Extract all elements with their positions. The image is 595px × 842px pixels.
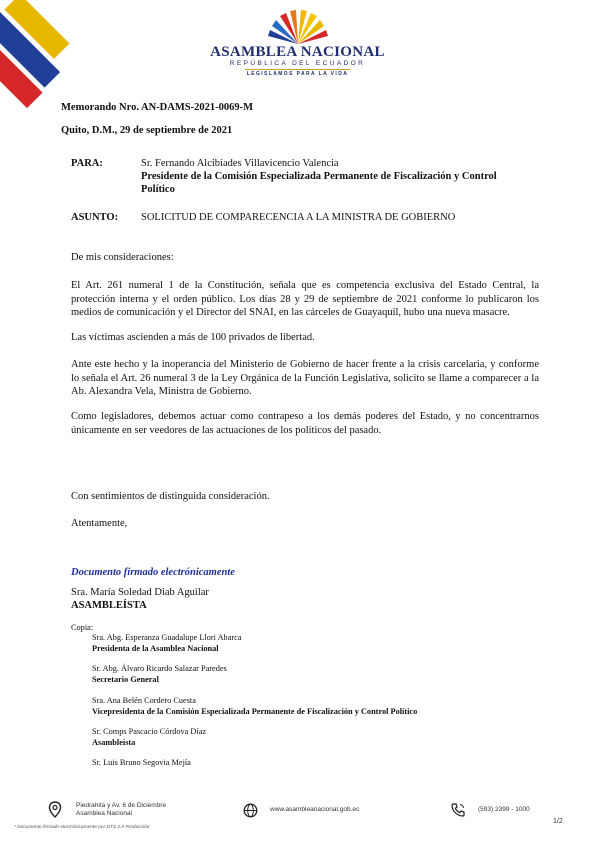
- regards-line: Atentamente,: [71, 518, 128, 529]
- copy-role: Vicepresidenta de la Comisión Especializada Permanente de Fiscalización y Control Político: [92, 707, 418, 716]
- asamblea-logo-emblem: [262, 8, 334, 46]
- copy-role: Presidenta de la Asamblea Nacional: [92, 644, 219, 653]
- subject-label: ASUNTO:: [71, 212, 119, 223]
- paragraph-1: El Art. 261 numeral 1 de la Constitución, señala que es competencia exclusiva del Estado Central, la protección interna y el orden público. Los días 28 y 29 de septiembre de 2021 conforme lo publicaron los medios de comunicación y el Director del SNAI, en las cárceles de Guayaquil, hubo una nueva masacre.: [71, 280, 539, 318]
- copy-name: Sr. Luis Bruno Segovia Mejía: [92, 758, 191, 767]
- memo-number: Memorando Nro. AN-DAMS-2021-0069-M: [61, 102, 253, 113]
- page-number: 1/2: [553, 818, 563, 825]
- signer-name: Sra. María Soledad Diab Aguilar: [71, 587, 209, 598]
- logo-divider: [245, 69, 350, 70]
- place-date: Quito, D.M., 29 de septiembre de 2021: [61, 125, 233, 136]
- copy-name: Sr. Abg. Álvaro Ricardo Salazar Paredes: [92, 664, 227, 673]
- to-label: PARA:: [71, 158, 103, 169]
- location-pin-icon: [48, 801, 62, 819]
- paragraph-3: Ante este hecho y la inoperancia del Ministerio de Gobierno de hacer frente a la crisis carcelaria, y conforme lo señala el Art. 26 numeral 3 de la Ley Orgánica de la Función Legislativa, solicito se llame a comparecer a la Ab. Alexandra Vela, Ministra de Gobierno.: [71, 359, 539, 397]
- org-tagline: LEGISLAMOS PARA LA VIDA: [246, 71, 349, 77]
- footer-address-line1: Piedrahita y Av. 6 de Diciembre: [76, 802, 167, 809]
- copy-name: Sr. Comps Pascacio Córdova Díaz: [92, 727, 207, 736]
- e-signed-note: Documento firmado electrónicamente: [71, 567, 235, 578]
- closing-line: Con sentimientos de distinguida consideración.: [71, 491, 270, 502]
- footer-phone: (593) 2399 - 1000: [478, 806, 530, 813]
- greeting: De mis consideraciones:: [71, 252, 174, 263]
- footer-website[interactable]: www.asambleanacional.gob.ec: [270, 806, 360, 813]
- copy-name: Sra. Ana Belén Cordero Cuesta: [92, 696, 196, 705]
- org-name: ASAMBLEA NACIONAL: [210, 44, 385, 60]
- copy-name: Sra. Abg. Esperanza Guadalupe Llori Abarca: [92, 633, 242, 642]
- copy-role: Secretario General: [92, 675, 159, 684]
- to-title-line1: Presidente de la Comisión Especializada Permanente de Fiscalización y Control: [141, 171, 497, 182]
- globe-icon: [243, 803, 258, 818]
- footer-disclaimer: * Documento firmado electrónicamente por DTS 2.0 Producción: [14, 825, 150, 830]
- to-title-line2: Político: [141, 184, 175, 195]
- signer-title: ASAMBLEÍSTA: [71, 600, 147, 611]
- org-subtitle: REPÚBLICA DEL ECUADOR: [229, 60, 366, 67]
- phone-icon: [450, 802, 466, 818]
- footer-address-line2: Asamblea Nacional: [76, 810, 133, 817]
- to-name: Sr. Fernando Alcibíades Villavicencio Valencia: [141, 158, 339, 169]
- subject-text: SOLICITUD DE COMPARECENCIA A LA MINISTRA DE GOBIERNO: [141, 212, 456, 223]
- copies-label: Copia:: [71, 623, 94, 632]
- paragraph-2: Las víctimas ascienden a más de 100 privados de libertad.: [71, 332, 315, 343]
- copy-role: Asambleísta: [92, 738, 136, 747]
- paragraph-4: Como legisladores, debemos actuar como contrapeso a los demás poderes del Estado, y no concentrarnos únicamente en ser veedores de las actuaciones de los políticos del pasado.: [71, 411, 539, 436]
